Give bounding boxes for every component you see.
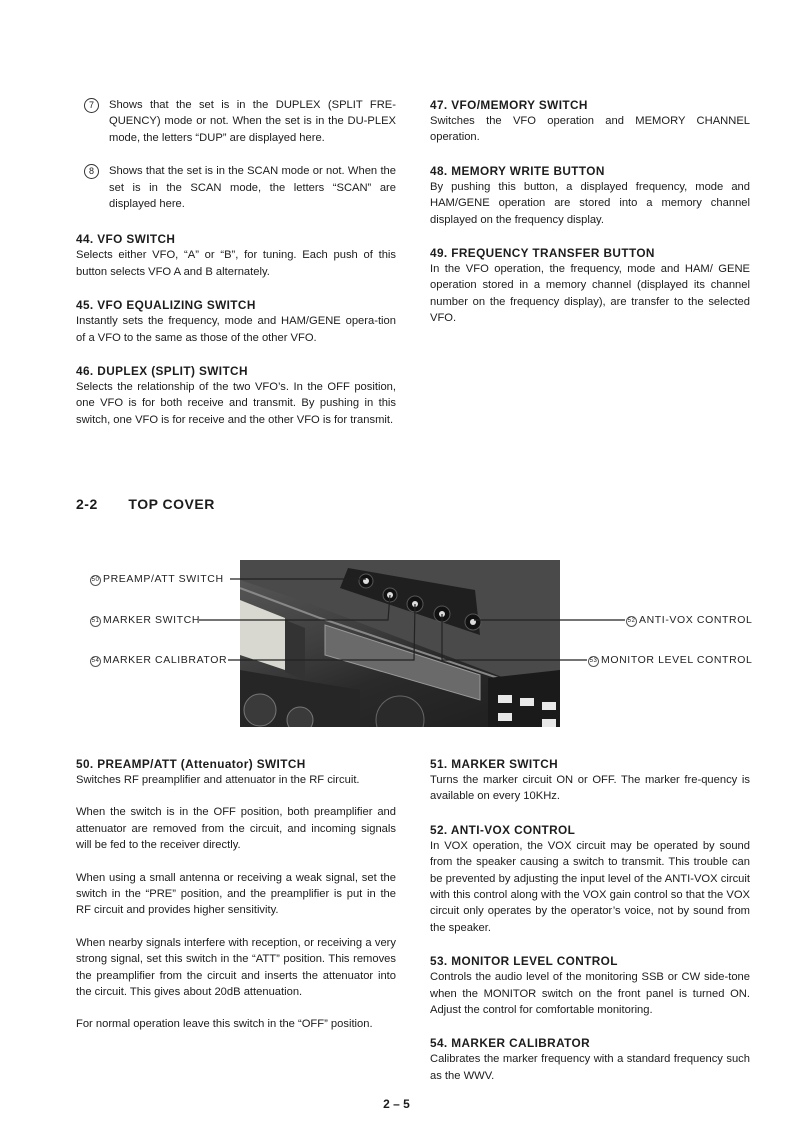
leader-line-51 <box>199 595 390 620</box>
callout-number-53: 53 <box>588 656 599 667</box>
note-8-text: Shows that the set is in the SCAN mode or not. When the set is in the SCAN mode, the letters “SCAN” are displayed here. <box>109 165 396 211</box>
callout-number-50: 50 <box>90 575 101 586</box>
item-44-title: 44. VFO SWITCH <box>76 232 176 247</box>
item-53-title: 53. MONITOR LEVEL CONTROL <box>430 954 618 969</box>
item-49-body: In the VFO operation, the frequency, mode and HAM/ GENE operation stored in a memory channel (displayed its channel number on the frequency display), are transfer to the selected VFO. <box>430 263 750 325</box>
item-51-title: 51. MARKER SWITCH <box>430 757 559 771</box>
item-50-paragraph-3: When using a small antenna or receiving a weak signal, set the switch in the “PRE” position, and the preamplifier is put in the RF circuit and provides higher sensitivity. <box>76 871 396 917</box>
leader-line-54 <box>228 604 415 660</box>
circled-number-7: 7 <box>84 98 99 113</box>
callout-number-52: 52 <box>626 616 637 627</box>
item-51-body: Turns the marker circuit ON or OFF. The marker fre-quency is available on every 10KHz. <box>430 774 750 803</box>
item-50-paragraph-4: When nearby signals interfere with reception, or receiving a very strong signal, set this switch in the “ATT” position. This removes the preamplifier from the circuit and inserts the attenuator into the circuit. This gives about 20dB attenuation. <box>76 936 396 999</box>
item-47-title: 47. VFO/MEMORY SWITCH <box>430 98 588 112</box>
item-46-title: 46. DUPLEX (SPLIT) SWITCH <box>76 364 248 379</box>
item-47-body: Switches the VFO operation and MEMORY CHANNEL operation. <box>430 115 750 144</box>
leader-line-53 <box>442 614 587 660</box>
item-53 <box>430 953 750 1018</box>
item-46-body: Selects the relationship of the two VFO’s. In the OFF position, one VFO is for both receive and transmit. By pushing in this switch, one VFO is for receive and the other VFO is for transmit. <box>76 381 396 426</box>
callout-53 <box>588 654 752 667</box>
callout-number-54: 54 <box>90 656 101 667</box>
item-51 <box>430 756 750 805</box>
callout-label-53: MONITOR LEVEL CONTROL <box>601 654 753 666</box>
callout-label-54: MARKER CALIBRATOR <box>103 654 228 666</box>
section-number: 2-2 <box>76 496 98 512</box>
item-54-title: 54. MARKER CALIBRATOR <box>430 1036 591 1051</box>
item-54 <box>430 1035 750 1084</box>
callout-number-51: 51 <box>90 616 101 627</box>
callout-label-50: PREAMP/ATT SWITCH <box>103 573 224 585</box>
item-48-title: 48. MEMORY WRITE BUTTON <box>430 163 605 178</box>
item-44-body: Selects either VFO, “A” or “B”, for tuning. Each push of this button selects VFO A and B alternately. <box>76 249 396 278</box>
item-45-body: Instantly sets the frequency, mode and HAM/GENE opera-tion of a VFO to the same as those of the other VFO. <box>76 315 396 344</box>
bottom-right-column <box>430 756 750 1101</box>
bottom-left-column <box>76 756 396 1049</box>
callout-label-52: ANTI-VOX CONTROL <box>639 614 753 626</box>
circled-number-8: 8 <box>84 164 99 179</box>
item-50-paragraph-5: For normal operation leave this switch in the “OFF” position. <box>76 1018 373 1031</box>
item-52 <box>430 822 750 936</box>
callout-50 <box>90 573 224 586</box>
item-52-title: 52. ANTI-VOX CONTROL <box>430 822 576 837</box>
item-52-body: In VOX operation, the VOX circuit may be operated by sound from the speaker causing a switch to transmit. This trouble can be prevented by adjusting the input level of the ANTI-VOX circuit with this control along with the VOX gain control so that the VOX circuit only operates by the operator’s voice, not by sound from the speaker. <box>430 839 750 934</box>
note-7-text: Shows that the set is in the DUPLEX (SPLIT FRE-QUENCY) mode or not. When the set is in the DU-PLEX mode, the letters “DUP” are displayed here. <box>109 99 396 144</box>
item-50-paragraph-2: When the switch is in the OFF position, both preamplifier and attenuator are removed from the circuit, and incoming signals will be fed to the receiver directly. <box>76 806 396 852</box>
item-48-body: By pushing this button, a displayed frequency, mode and HAM/GENE operation are stored into a memory channel displayed on the frequency display. <box>430 180 750 226</box>
callout-54 <box>90 654 227 667</box>
callout-52 <box>626 614 752 627</box>
item-45-title: 45. VFO EQUALIZING SWITCH <box>76 298 256 313</box>
item-50-title: 50. PREAMP/ATT (Attenuator) SWITCH <box>76 757 306 771</box>
item-53-body: Controls the audio level of the monitoring SSB or CW side-tone when the MONITOR switch on the front panel is turned ON. Adjust the control for comfortable monitoring. <box>430 971 750 1017</box>
item-50-paragraph-1: Switches RF preamplifier and attenuator in the RF circuit. <box>76 774 360 786</box>
section-title: TOP COVER <box>128 496 215 512</box>
item-49-title: 49. FREQUENCY TRANSFER BUTTON <box>430 246 655 261</box>
item-54-body: Calibrates the marker frequency with a standard frequency such as the WWV. <box>430 1053 750 1082</box>
page-number: 2 – 5 <box>383 1097 410 1111</box>
callout-label-51: MARKER SWITCH <box>103 614 201 626</box>
callout-51 <box>90 614 200 627</box>
